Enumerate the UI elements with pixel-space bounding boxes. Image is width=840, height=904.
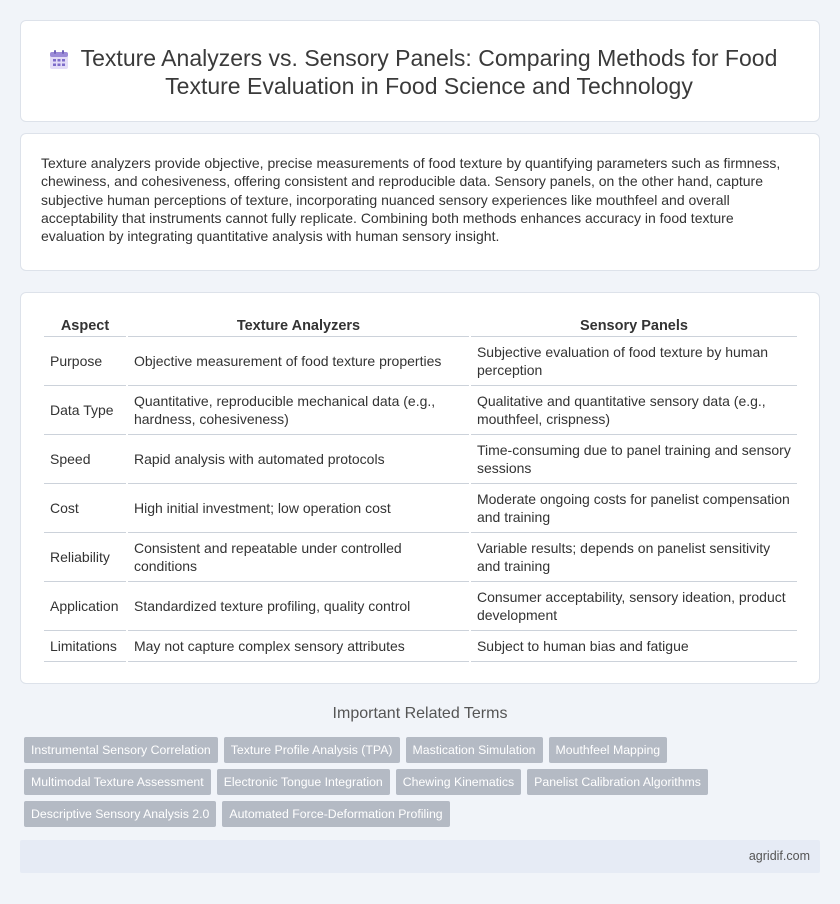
related-terms-title: Important Related Terms bbox=[332, 705, 508, 722]
table-cell: Consumer acceptability, sensory ideation, product development bbox=[471, 582, 797, 631]
table-cell: May not capture complex sensory attributes bbox=[128, 631, 469, 662]
table-header-row bbox=[44, 315, 797, 337]
table-cell: Moderate ongoing costs for panelist compensation and training bbox=[471, 484, 797, 533]
table-cell: Qualitative and quantitative sensory data (e.g., mouthfeel, crispness) bbox=[471, 386, 797, 435]
related-terms-list bbox=[24, 737, 714, 827]
table-cell: Time-consuming due to panel training and sensory sessions bbox=[471, 435, 797, 484]
table-cell: Speed bbox=[44, 435, 126, 484]
table-cell: Rapid analysis with automated protocols bbox=[128, 435, 469, 484]
table-row bbox=[44, 533, 797, 582]
related-term-tag[interactable]: Automated Force-Deformation Profiling bbox=[222, 801, 449, 827]
table-row bbox=[44, 582, 797, 631]
table-cell: Subject to human bias and fatigue bbox=[471, 631, 797, 662]
table-cell: High initial investment; low operation cost bbox=[128, 484, 469, 533]
table-cell: Cost bbox=[44, 484, 126, 533]
table-cell: Objective measurement of food texture properties bbox=[128, 337, 469, 386]
related-term-tag[interactable]: Electronic Tongue Integration bbox=[217, 769, 390, 795]
related-term-tag[interactable]: Descriptive Sensory Analysis 2.0 bbox=[24, 801, 216, 827]
table-header: Texture Analyzers bbox=[128, 315, 469, 337]
related-term-tag[interactable]: Multimodal Texture Assessment bbox=[24, 769, 211, 795]
table-cell: Quantitative, reproducible mechanical data (e.g., hardness, cohesiveness) bbox=[128, 386, 469, 435]
table-header: Sensory Panels bbox=[471, 315, 797, 337]
comparison-table bbox=[42, 315, 799, 662]
related-term-tag[interactable]: Chewing Kinematics bbox=[396, 769, 521, 795]
table-cell: Standardized texture profiling, quality control bbox=[128, 582, 469, 631]
table-cell: Data Type bbox=[44, 386, 126, 435]
page-title: Texture Analyzers vs. Sensory Panels: Comparing Methods for Food Texture Evaluation in Food Science and Technology bbox=[80, 45, 778, 99]
related-term-tag[interactable]: Instrumental Sensory Correlation bbox=[24, 737, 218, 763]
related-term-tag[interactable]: Texture Profile Analysis (TPA) bbox=[224, 737, 400, 763]
footer-site-link[interactable]: agridif.com bbox=[748, 849, 810, 863]
table-row bbox=[44, 631, 797, 662]
related-term-tag[interactable]: Mouthfeel Mapping bbox=[549, 737, 668, 763]
table-row bbox=[44, 337, 797, 386]
table-cell: Subjective evaluation of food texture by human perception bbox=[471, 337, 797, 386]
table-cell: Consistent and repeatable under controlled conditions bbox=[128, 533, 469, 582]
table-row bbox=[44, 386, 797, 435]
table-row bbox=[44, 435, 797, 484]
table-row bbox=[44, 484, 797, 533]
comparison-table-card bbox=[20, 292, 820, 684]
intro-card bbox=[20, 133, 820, 271]
table-cell: Application bbox=[44, 582, 126, 631]
table-cell: Limitations bbox=[44, 631, 126, 662]
table-cell: Variable results; depends on panelist sensitivity and training bbox=[471, 533, 797, 582]
related-term-tag[interactable]: Mastication Simulation bbox=[406, 737, 543, 763]
related-term-tag[interactable]: Panelist Calibration Algorithms bbox=[527, 769, 708, 795]
intro-paragraph: Texture analyzers provide objective, precise measurements of food texture by quantifying parameters such as firmness, chewiness, and cohesiveness, offering consistent and reproducible data. Sensory panels, on the other hand, capture subjective human perceptions of texture, incorporating nuanced sensory experiences like mouthfeel and overall acceptability that instruments cannot fully replicate. Combining both methods enhances accuracy in food texture evaluation by integrating quantitative analysis with human sensory insight. bbox=[41, 155, 781, 245]
footer bbox=[20, 840, 820, 873]
table-cell: Reliability bbox=[44, 533, 126, 582]
table-header: Aspect bbox=[44, 315, 126, 337]
table-cell: Purpose bbox=[44, 337, 126, 386]
title-card bbox=[20, 20, 820, 122]
